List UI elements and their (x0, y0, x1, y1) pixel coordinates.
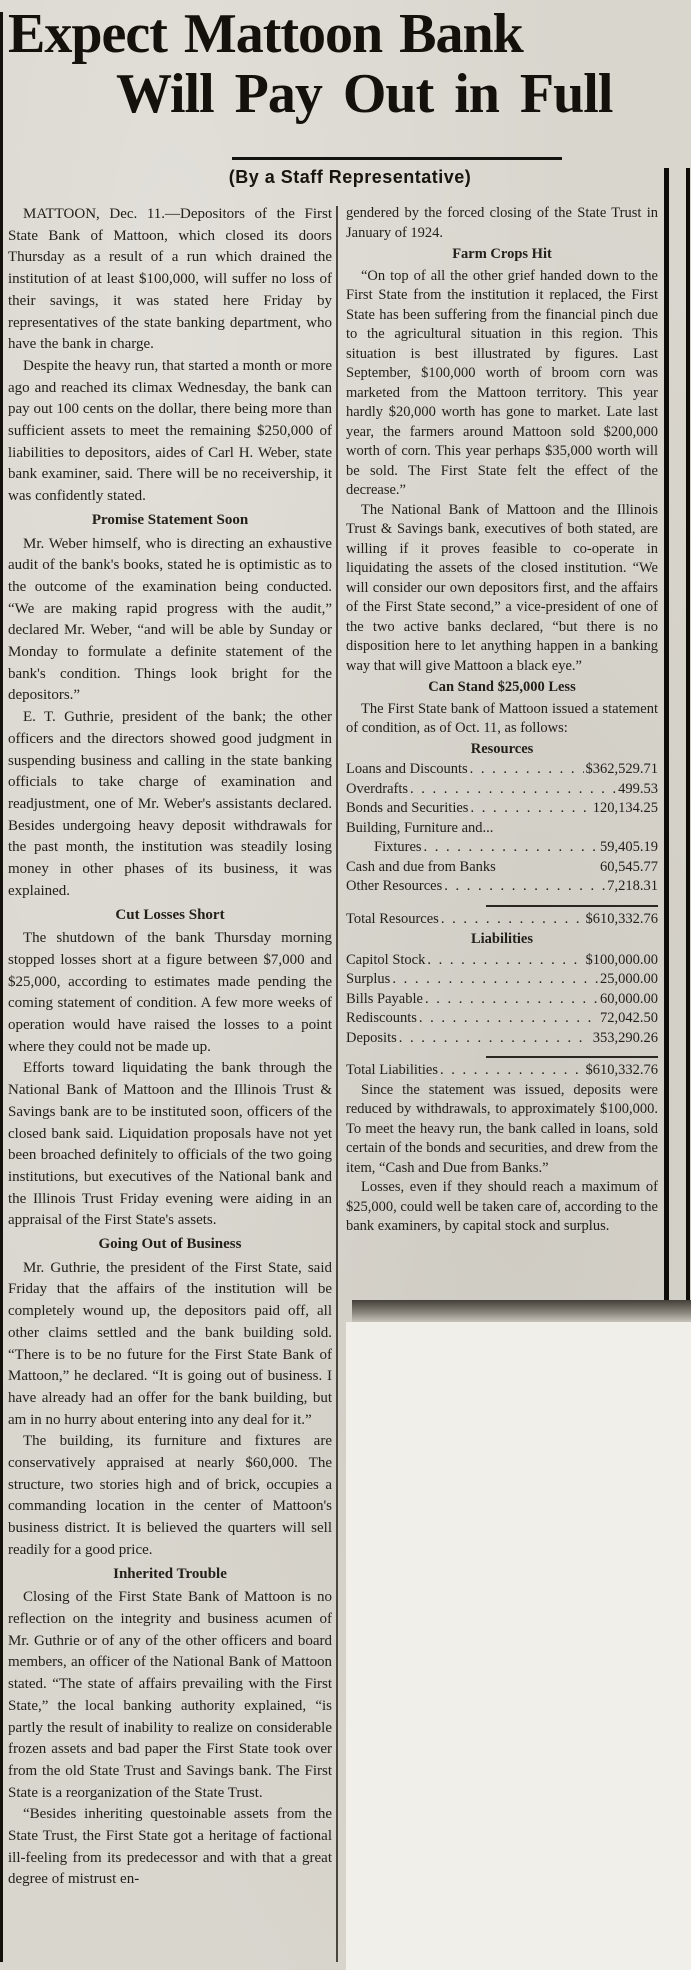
statement-row-label: Capitol Stock (346, 951, 426, 968)
statement-total-rule (486, 905, 658, 907)
statement-row-value: 353,290.26 (592, 1029, 658, 1046)
statement-row-label: Deposits (346, 1029, 397, 1046)
statement-row (346, 858, 658, 878)
scan-white-area (346, 1322, 691, 1970)
statement-row (346, 760, 658, 780)
statement-total-rule (486, 1056, 658, 1058)
section-subhead: Can Stand $25,000 Less (428, 679, 576, 695)
statement-row-value: $610,332.76 (585, 910, 658, 927)
statement-row (346, 1029, 658, 1049)
dot-leader (425, 990, 598, 1005)
dot-leader (427, 951, 583, 966)
statement-row (346, 910, 658, 930)
scan-shadow-band (352, 1300, 691, 1322)
article-paragraph: Losses, even if they should reach a maximum of $25,000, could well be taken care of, according to the bank examiners, by capital stock and surplus. (346, 1179, 658, 1234)
article-paragraph: “Besides inheriting questoinable assets from the State Trust, the First State got a heritage of factional ill-feeling from its predecessor and with that a great degree of mistrust en- (8, 1806, 332, 1888)
statement-row-value: $362,529.71 (585, 761, 658, 777)
statement-section-heading: Liabilities (470, 931, 534, 947)
section-subhead: Going Out of Business (98, 1236, 242, 1253)
article-paragraph: MATTOON, Dec. 11.—Depositors of the First State Bank of Mattoon, which closed its doors Thursday as a result of a run which drained the institution of at least $100,000, will suffer no loss of their savings, it was stated here Friday by representatives of the state banking department, who have the bank in charge. (8, 206, 332, 353)
statement-row (346, 990, 658, 1010)
dot-leader (419, 1009, 598, 1024)
statement-row (346, 799, 658, 819)
statement-row-label: Cash and due from Banks (346, 858, 496, 875)
section-subhead: Farm Crops Hit (452, 246, 552, 262)
right-column-rule (664, 168, 669, 1314)
section-subhead: Inherited Trouble (113, 1565, 227, 1582)
dot-leader (470, 799, 590, 814)
statement-row-label: Bills Payable (346, 990, 423, 1007)
left-edge-rule (0, 12, 3, 1962)
page-edge-rule (686, 168, 690, 1314)
byline: (By a Staff Representative) (228, 167, 472, 187)
article-paragraph: The shutdown of the bank Thursday morning stopped losses short at a figure between $7,000 and $25,000, according to estimates made pending the coming statement of condition. A few more weeks of operation would have raised the losses to a point where they could not be made up. (8, 930, 332, 1055)
statement-row-label: Fixtures (374, 839, 422, 855)
dot-leader (444, 877, 605, 892)
statement-row-label: Total Liabilities (346, 1062, 439, 1078)
statement-row-label: Loans and Discounts (346, 761, 468, 777)
statement-row (346, 877, 658, 897)
statement-row-value: 7,218.31 (607, 878, 658, 894)
right-column (346, 204, 658, 1308)
statement-row-value: $100,000.00 (585, 951, 658, 968)
headline-line1: Expect Mattoon Bank (8, 3, 523, 65)
statement-row-value: 60,000.00 (600, 990, 658, 1007)
article-paragraph: The National Bank of Mattoon and the Illinois Trust & Savings bank, executives of both stated, are willing if it proves feasible to co-operate in liquidating the assets of the closed institution. “We will consider our own depositors first, and the affairs of the First State second,” a vice-president of one of the two active banks declared, “but there is no disposition here to let anything happen in a banking way that will give Mattoon a black eye.” (346, 501, 658, 674)
statement-row-value: 120,134.25 (592, 800, 658, 816)
statement-row (346, 1061, 658, 1081)
article-paragraph: Mr. Guthrie, the president of the First State, said Friday that the affairs of the institution will be completely wound up, the depositors paid off, all other claims settled and the bank building sold. “There is to be no future for the First State Bank of Mattoon,” he declared. “It is going out of business. I have already had an offer for the bank building, but am in no hurry about entering into any deal for it.” (8, 1259, 332, 1428)
column-divider-rule (336, 206, 338, 1962)
statement-row-label: Other Resources (346, 878, 443, 894)
article-paragraph: Mr. Weber himself, who is directing an exhaustive audit of the bank's books, stated he is optimistic as to the outcome of the examination being conducted. “We are making rapid progress with the audit,” declared Mr. Weber, “and will be able by Sunday or Monday to formulate a definite statement of the bank's condition. Things look bright for the depositors.” (8, 535, 332, 704)
statement-row (346, 819, 658, 839)
article-paragraph: Despite the heavy run, that started a month or more ago and reached its climax Wednesday, the bank can pay out 100 cents on the dollar, there being more than sufficient assets to meet the remaining $250,000 of liabilities to depositors, aides of Carl H. Weber, state bank examiner, said. There will be no receivership, it was confidently stated. (8, 357, 332, 505)
statement-row (346, 970, 658, 990)
dot-leader (410, 780, 616, 795)
statement-row-label: Overdrafts (346, 780, 409, 797)
statement-row-value: 59,405.19 (600, 839, 658, 855)
article-paragraph: “On top of all the other grief handed down to the First State from the institution it replaced, the First State has been suffering from the financial pinch due to the agricultural situation in this region. This situation is best illustrated by figures. Last September, $100,000 worth of broom corn was marketed from the Mattoon territory. This year hardly $20,000 worth has gone to market. Late last year, the farmers around Mattoon sold $200,000 worth of corn. This year perhaps $35,000 worth will be sold. The First State felt the effect of the decrease.” (346, 267, 658, 498)
statement-row-value: 60,545.77 (600, 858, 658, 875)
statement-row-label: Rediscounts (346, 1010, 417, 1026)
statement-row (346, 780, 658, 800)
article-paragraph: Efforts toward liquidating the bank through the National Bank of Mattoon and the Illinois Trust & Savings bank are to be instituted soon, officers of the closed bank said. Liquidation proposals have not yet been broached definitely to officials of the two going institutions, but executives of the National bank and the Illinois Trust Friday evening were aiding in an appraisal of the First State's assets. (8, 1060, 332, 1229)
statement-row-value: 499.53 (618, 780, 658, 797)
dot-leader (470, 760, 584, 775)
section-subhead: Cut Losses Short (115, 906, 225, 923)
headline (0, 3, 691, 125)
article-paragraph: gendered by the forced closing of the State Trust in January of 1924. (346, 205, 658, 241)
statement-row-value: $610,332.76 (585, 1062, 658, 1078)
dot-leader (440, 1061, 583, 1076)
statement-row (346, 951, 658, 971)
dot-leader (424, 838, 598, 853)
statement-row-label: Bonds and Securities (346, 800, 469, 816)
article-paragraph: Since the statement was issued, deposits were reduced by withdrawals, to approximately $100,000. To meet the heavy run, the bank called in loans, sold certain of the bonds and securities, and drew from the item, “Cash and Due from Banks.” (346, 1081, 658, 1176)
statement-row-value: 72,042.50 (600, 1010, 658, 1026)
headline-rule (232, 157, 562, 160)
statement-row-label: Total Resources (346, 910, 439, 927)
dot-leader (441, 910, 584, 925)
article-paragraph: The First State bank of Mattoon issued a statement of condition, as of Oct. 11, as follows: (346, 700, 658, 736)
dot-leader (392, 970, 598, 985)
statement-row (346, 1009, 658, 1029)
article-paragraph: E. T. Guthrie, president of the bank; the other officers and the directors showed good judgment in suspending business and calling in the state banking officials to take charge of examination and readjustment, one of Mr. Weber's assistants declared. Besides undergoing heavy deposit withdrawals for the past month, the institution was steadily losing money in other phases of its business, it was explained. (8, 709, 332, 899)
statement-section-heading: Resources (470, 740, 534, 757)
left-column (8, 204, 332, 1968)
headline-line2: Will Pay Out in Full (116, 63, 613, 125)
section-subhead: Promise Statement Soon (91, 511, 249, 528)
statement-row-value: 25,000.00 (600, 971, 658, 987)
statement-row-label: Surplus (346, 971, 391, 987)
article-paragraph: The building, its furniture and fixtures are conservatively appraised at nearly $60,000. The structure, two stories high and of brick, occupies a commanding location in the center of Mattoon's business district. It is believed the quarters will sell readily for a good price. (8, 1433, 332, 1558)
dot-leader (399, 1029, 591, 1044)
statement-row-label: Building, Furniture and... (346, 819, 494, 836)
statement-row (346, 838, 658, 858)
article-paragraph: Closing of the First State Bank of Mattoon is no reflection on the integrity and business acumen of Mr. Guthrie or of any of the other officers and board members, an officer of the National Bank of Mattoon stated. “The state of affairs prevailing with the First State,” the local banking authority explained, “is partly the result of inability to realize on considerable frozen assets and bad paper the First State took over from the old State Trust and Savings bank. The First State is a reorganization of the State Trust. (8, 1589, 332, 1801)
